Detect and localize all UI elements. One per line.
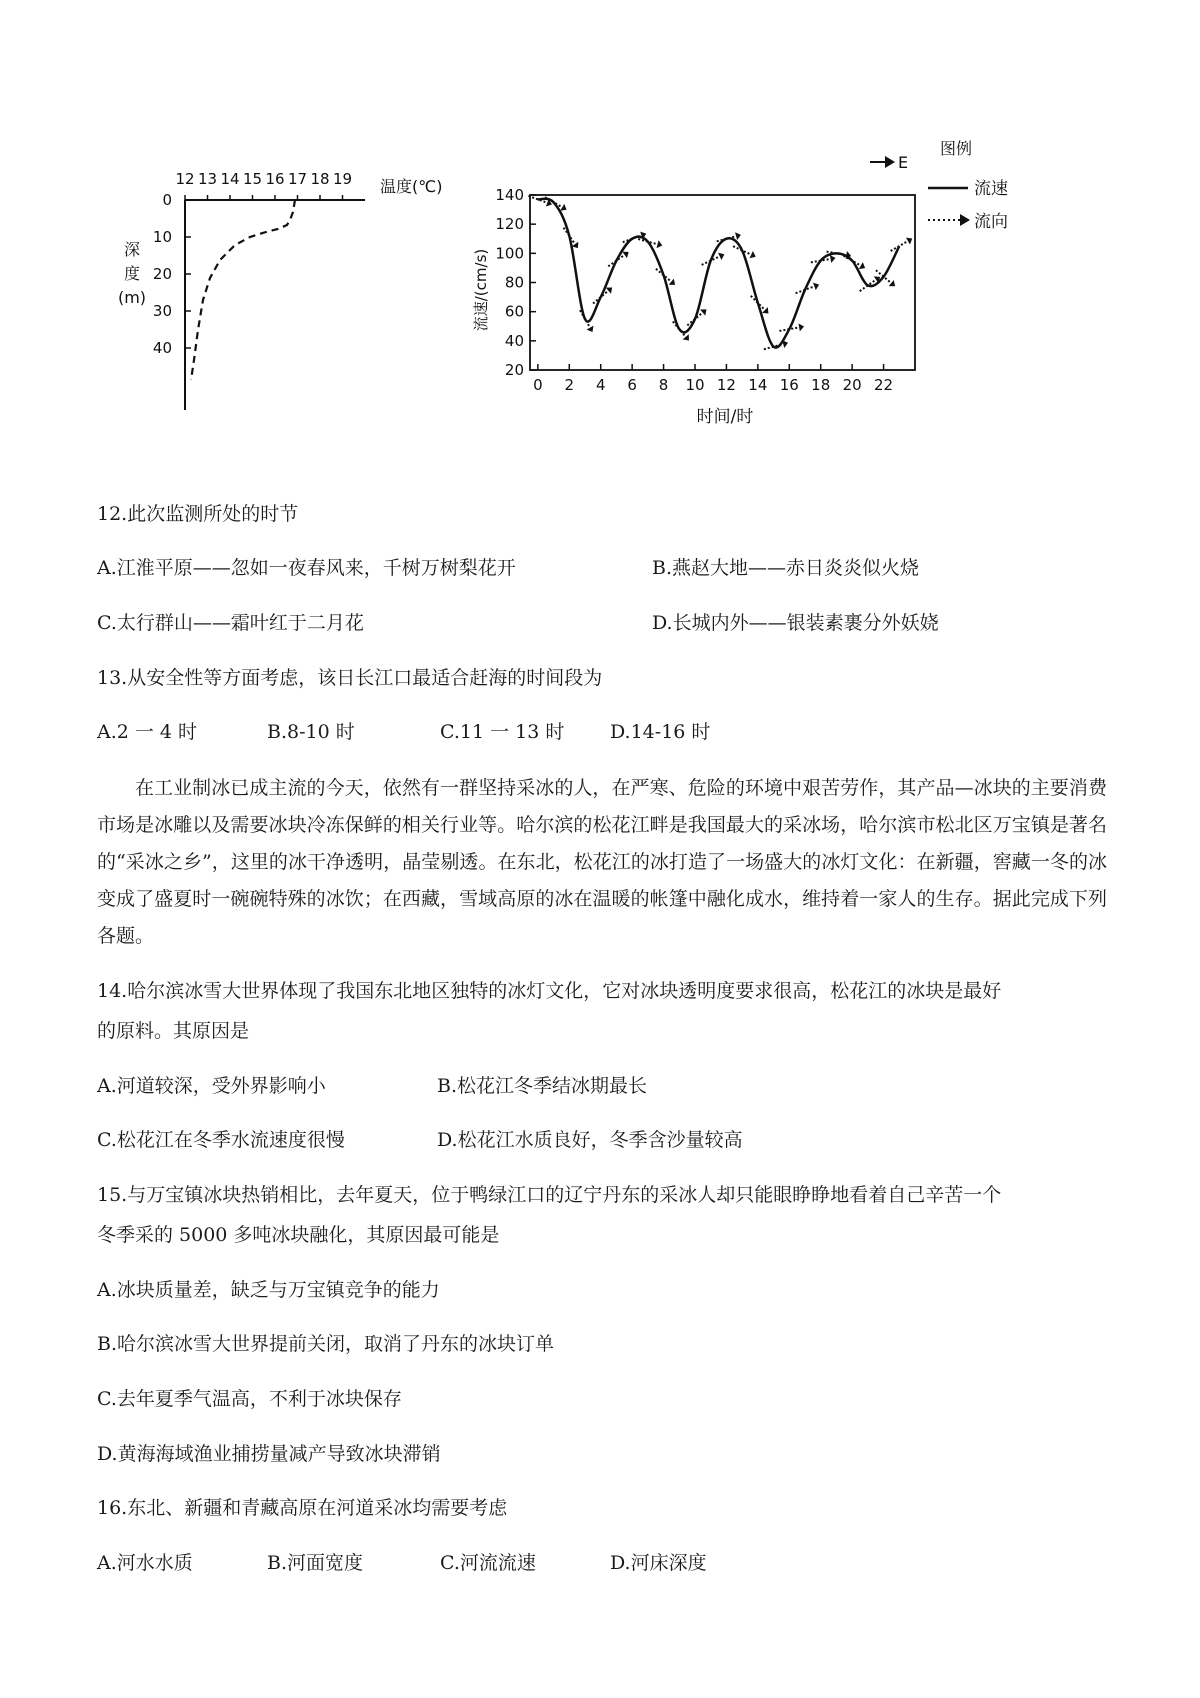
temperature-profile-curve bbox=[191, 200, 295, 380]
chart-x-tick-label: 18 bbox=[811, 376, 831, 394]
fig1-top-tick-label: 15 bbox=[242, 170, 263, 188]
chart-xlabel: 时间/时 bbox=[696, 407, 754, 427]
fig1-top-unit: 温度(℃) bbox=[380, 177, 443, 196]
chart-x-tick-label: 20 bbox=[842, 376, 862, 394]
q15-option-c: C.去年夏季气温高，不利于冰块保存 bbox=[97, 1388, 402, 1410]
chart-x-tick-label: 12 bbox=[716, 376, 736, 394]
fig1-y-tick-label: 40 bbox=[152, 339, 172, 357]
fig1-top-tick-label: 14 bbox=[220, 170, 240, 188]
chart-x-tick-label: 2 bbox=[564, 376, 575, 394]
fig1-top-tick-label: 19 bbox=[332, 170, 353, 188]
chart-x-tick-label: 0 bbox=[533, 376, 543, 394]
legend-direction-label: 流向 bbox=[974, 212, 1008, 232]
passage-text: 在工业制冰已成主流的今天，依然有一群坚持采冰的人，在严寒、危险的环境中艰苦劳作，其产品—冰块的主要消费市场是冰雕以及需要冰块冷冻保鲜的相关行业等。哈尔滨的松花江畔是我国最大的采冰场，哈尔滨市松北区万宝镇是著名的“采冰之乡”，这里的冰干净透明，晶莹剔透。在东北，松花江的冰打造了一场盛大的冰灯文化：在新疆，窖藏一冬的冰变成了盛夏时一碗碗特殊的冰饮；在西藏，雪域高原的冰在温暖的帐篷中融化成水，维持着一家人的生存。据此完成下列各题。 bbox=[97, 777, 1107, 947]
fig1-y-label-char: (m) bbox=[117, 288, 147, 307]
q14-option-c: C.松花江在冬季水流速度很慢 bbox=[97, 1129, 345, 1151]
q14-option-d: D.松花江水质良好，冬季含沙量较高 bbox=[437, 1129, 743, 1151]
legend-east-label: E bbox=[898, 153, 909, 172]
speed-series-line bbox=[538, 199, 899, 348]
q12-option-a: A.江淮平原——忽如一夜春风来，千树万树梨花开 bbox=[97, 557, 516, 579]
q13-option-c: C.11 一 13 时 bbox=[440, 721, 565, 743]
q12-stem: 12.此次监测所处的时节 bbox=[97, 503, 299, 525]
fig1-top-tick-label: 17 bbox=[287, 170, 308, 188]
chart-y-tick-label: 140 bbox=[495, 186, 524, 204]
fig1-y-tick-label: 10 bbox=[152, 228, 172, 246]
legend-speed-label: 流速 bbox=[974, 179, 1008, 199]
q12-option-b: B.燕赵大地——赤日炎炎似火烧 bbox=[652, 557, 920, 579]
chart-x-tick-label: 22 bbox=[874, 376, 894, 394]
fig1-y-label bbox=[118, 240, 146, 307]
fig1-top-tick-label: 18 bbox=[310, 170, 330, 188]
q15-option-a: A.冰块质量差，缺乏与万宝镇竞争的能力 bbox=[97, 1279, 440, 1301]
current-speed-chart bbox=[472, 139, 1050, 430]
fig1-top-ticks bbox=[175, 170, 352, 200]
q14-option-b: B.松花江冬季结冰期最长 bbox=[437, 1075, 648, 1097]
q13-option-b: B.8-10 时 bbox=[267, 721, 355, 743]
direction-arrow bbox=[528, 196, 551, 207]
q12-option-c: C.太行群山——霜叶红于二月花 bbox=[97, 612, 364, 634]
fig1-y-label-char: 深 bbox=[123, 240, 141, 259]
fig1-y-label-char: 度 bbox=[123, 264, 141, 283]
q16-option-d: D.河床深度 bbox=[610, 1552, 707, 1574]
fig1-top-tick-label: 16 bbox=[265, 170, 285, 188]
reading-passage bbox=[97, 770, 1107, 955]
direction-arrow bbox=[593, 287, 612, 303]
chart-x-tick-label: 16 bbox=[779, 376, 799, 394]
q14-stem-line1: 14.哈尔滨冰雪大世界体现了我国东北地区独特的冰灯文化，它对冰块透明度要求很高，松花江的冰块是最好 bbox=[97, 980, 1002, 1002]
fig1-y-tick-label: 30 bbox=[152, 302, 172, 320]
fig1-y-tick-label: 0 bbox=[162, 191, 172, 209]
chart-y-tick-label: 40 bbox=[504, 331, 524, 350]
q12-option-d: D.长城内外——银装素裹分外妖娆 bbox=[652, 612, 939, 634]
chart-y-tick-label: 20 bbox=[504, 361, 524, 379]
q15-option-d: D.黄海海域渔业捕捞量减产导致冰块滞销 bbox=[97, 1443, 441, 1465]
legend-direction-arrowhead bbox=[960, 214, 970, 226]
chart-frame bbox=[530, 195, 915, 370]
chart-x-tick-label: 6 bbox=[627, 376, 637, 394]
fig1-top-tick-label: 13 bbox=[197, 170, 218, 188]
q15-option-b: B.哈尔滨冰雪大世界提前关闭，取消了丹东的冰块订单 bbox=[97, 1333, 555, 1355]
chart-y-tick-label: 80 bbox=[504, 273, 524, 292]
fig1-y-tick-label: 20 bbox=[152, 265, 172, 283]
chart-ylabel: 流速/(cm/s) bbox=[472, 248, 490, 332]
legend-east-arrow bbox=[870, 156, 895, 168]
chart-x-tick-label: 14 bbox=[748, 376, 768, 394]
direction-arrow bbox=[608, 252, 628, 267]
q13-option-a: A.2 一 4 时 bbox=[97, 721, 198, 743]
q13-stem: 13.从安全性等方面考虑，该日长江口最适合赶海的时间段为 bbox=[97, 667, 603, 689]
q16-option-b: B.河面宽度 bbox=[267, 1552, 364, 1574]
q15-stem-line2: 冬季采的 5000 多吨冰块融化，其原因最可能是 bbox=[97, 1224, 500, 1246]
q15-stem-line1: 15.与万宝镇冰块热销相比，去年夏天，位于鸭绿江口的辽宁丹东的采冰人却只能眼睁睁地看着自己辛苦一个 bbox=[97, 1184, 1002, 1206]
temperature-depth-figure bbox=[110, 170, 470, 420]
q14-stem-line2: 的原料。其原因是 bbox=[97, 1020, 250, 1042]
q16-option-a: A.河水水质 bbox=[97, 1552, 193, 1574]
fig1-top-tick-label: 12 bbox=[175, 170, 195, 188]
direction-arrow bbox=[891, 238, 913, 251]
chart-x-tick-label: 8 bbox=[658, 376, 669, 394]
chart-legend bbox=[870, 139, 1008, 232]
direction-arrow bbox=[717, 232, 741, 241]
chart-y-tick-label: 120 bbox=[495, 215, 524, 234]
legend-title: 图例 bbox=[940, 139, 973, 158]
chart-y-tick-label: 60 bbox=[504, 302, 524, 321]
chart-y-tick-label: 100 bbox=[495, 244, 524, 263]
q14-option-a: A.河道较深，受外界影响小 bbox=[97, 1075, 326, 1097]
chart-x-tick-label: 10 bbox=[685, 376, 705, 394]
q13-option-d: D.14-16 时 bbox=[610, 721, 711, 743]
q16-option-c: C.河流流速 bbox=[440, 1552, 536, 1574]
q16-stem: 16.东北、新疆和青藏高原在河道采冰均需要考虑 bbox=[97, 1497, 508, 1519]
chart-x-tick-label: 4 bbox=[595, 376, 606, 394]
